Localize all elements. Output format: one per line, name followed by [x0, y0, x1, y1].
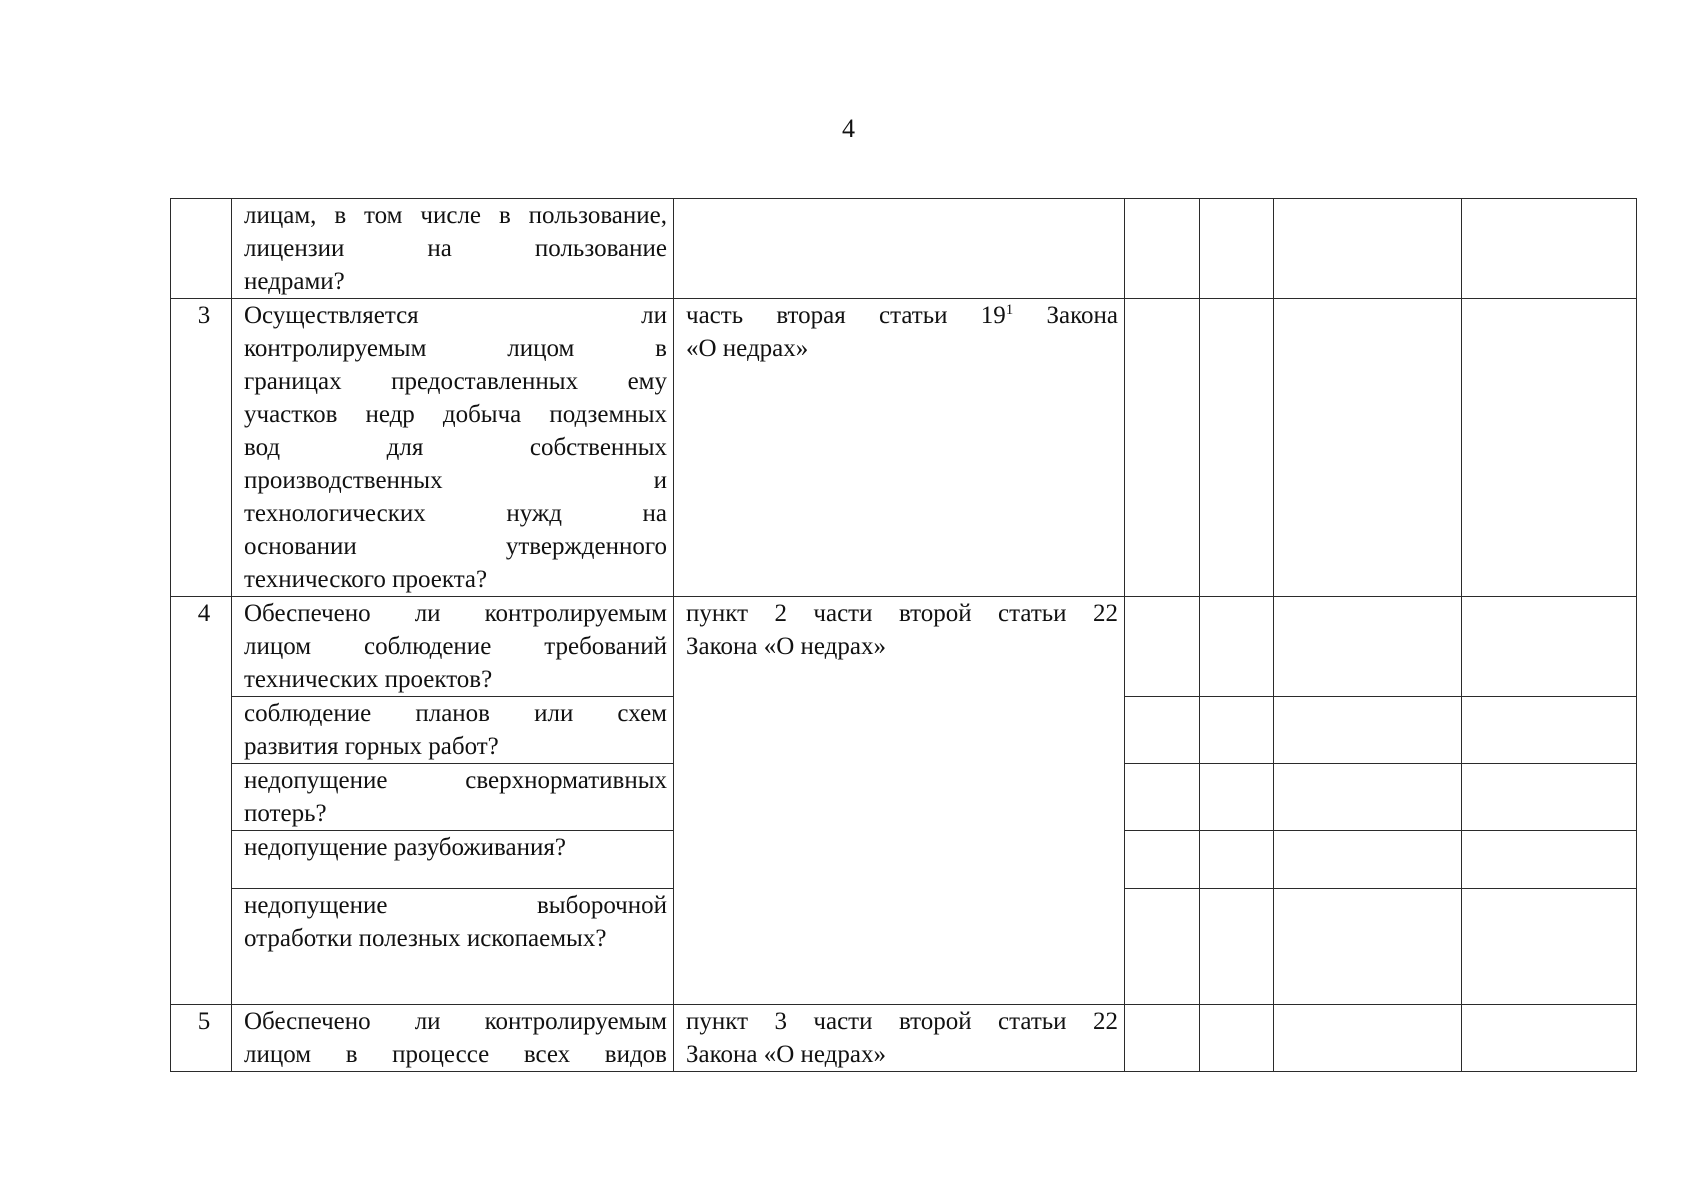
question-line: Обеспечено ли контролируемым — [244, 600, 667, 627]
question-cell — [232, 597, 674, 697]
answer-na-cell — [1274, 764, 1462, 831]
sub-question-cell — [232, 764, 674, 831]
answer-no-cell — [1200, 697, 1274, 764]
question-line: контролируемым лицом в — [244, 335, 667, 362]
table-row — [171, 299, 1637, 597]
question-line: лицам, в том числе в пользование, — [244, 202, 667, 229]
question-line: лицом в процессе всех видов — [244, 1041, 667, 1068]
answer-yes-cell — [1125, 697, 1200, 764]
question-line: недопущение выборочной — [244, 892, 667, 919]
row-number — [171, 199, 232, 299]
legal-basis-line — [686, 299, 1118, 332]
legal-basis-line: пункт 3 части второй статьи 22 — [686, 1008, 1118, 1035]
answer-na-cell — [1274, 597, 1462, 697]
question-line: недопущение разубоживания? — [244, 834, 566, 861]
note-cell — [1462, 299, 1637, 597]
question-line: вод для собственных — [244, 434, 667, 461]
legal-basis-line: Закона «О недрах» — [686, 633, 886, 660]
sub-question-cell — [232, 697, 674, 764]
question-line: производственных и — [244, 467, 667, 494]
answer-yes-cell — [1125, 831, 1200, 889]
row-number: 5 — [171, 1005, 232, 1072]
question-line: основании утвержденного — [244, 533, 667, 560]
answer-yes-cell — [1125, 199, 1200, 299]
legal-basis-cell — [674, 299, 1125, 597]
question-line: Обеспечено ли контролируемым — [244, 1008, 667, 1035]
question-line: технологических нужд на — [244, 500, 667, 527]
answer-no-cell — [1200, 597, 1274, 697]
legal-basis-text: Закона — [1013, 302, 1118, 329]
legal-basis-line: «О недрах» — [686, 335, 809, 362]
answer-yes-cell — [1125, 764, 1200, 831]
question-line: участков недр добыча подземных — [244, 401, 667, 428]
answer-yes-cell — [1125, 1005, 1200, 1072]
question-cell — [232, 1005, 674, 1072]
answer-yes-cell — [1125, 299, 1200, 597]
sub-question-cell — [232, 889, 674, 1005]
legal-basis-text: часть вторая статьи 19 — [686, 302, 1006, 329]
note-cell — [1462, 831, 1637, 889]
note-cell — [1462, 199, 1637, 299]
article-superscript: 1 — [1005, 302, 1014, 318]
answer-na-cell — [1274, 299, 1462, 597]
legal-basis-line: пункт 2 части второй статьи 22 — [686, 600, 1118, 627]
answer-no-cell — [1200, 199, 1274, 299]
answer-no-cell — [1200, 889, 1274, 1005]
question-cell — [232, 199, 674, 299]
checklist-table — [170, 198, 1637, 1072]
question-line: потерь? — [244, 800, 327, 827]
table-row — [171, 597, 1637, 697]
question-cell — [232, 299, 674, 597]
row-number: 4 — [171, 597, 232, 1005]
answer-na-cell — [1274, 831, 1462, 889]
question-line: недрами? — [244, 268, 345, 295]
answer-na-cell — [1274, 1005, 1462, 1072]
table-row — [171, 199, 1637, 299]
note-cell — [1462, 764, 1637, 831]
question-line: недопущение сверхнормативных — [244, 767, 667, 794]
answer-no-cell — [1200, 1005, 1274, 1072]
legal-basis-line: Закона «О недрах» — [686, 1041, 886, 1068]
answer-no-cell — [1200, 831, 1274, 889]
note-cell — [1462, 597, 1637, 697]
question-line: Осуществляется ли — [244, 302, 667, 329]
legal-basis-cell — [674, 1005, 1125, 1072]
page-number: 4 — [842, 114, 855, 143]
question-line: развития горных работ? — [244, 733, 499, 760]
question-line: отработки полезных ископаемых? — [244, 925, 607, 952]
row-number: 3 — [171, 299, 232, 597]
answer-na-cell — [1274, 697, 1462, 764]
legal-basis-cell — [674, 199, 1125, 299]
question-line: лицом соблюдение требований — [244, 633, 667, 660]
answer-no-cell — [1200, 764, 1274, 831]
question-line: технического проекта? — [244, 566, 488, 593]
sub-question-cell — [232, 831, 674, 889]
note-cell — [1462, 889, 1637, 1005]
answer-yes-cell — [1125, 889, 1200, 1005]
answer-no-cell — [1200, 299, 1274, 597]
legal-basis-cell — [674, 597, 1125, 1005]
question-line: технических проектов? — [244, 666, 493, 693]
question-line: границах предоставленных ему — [244, 368, 667, 395]
question-line: соблюдение планов или схем — [244, 700, 667, 727]
note-cell — [1462, 1005, 1637, 1072]
table-row — [171, 1005, 1637, 1072]
answer-na-cell — [1274, 889, 1462, 1005]
answer-na-cell — [1274, 199, 1462, 299]
note-cell — [1462, 697, 1637, 764]
answer-yes-cell — [1125, 597, 1200, 697]
question-line: лицензии на пользование — [244, 235, 667, 262]
